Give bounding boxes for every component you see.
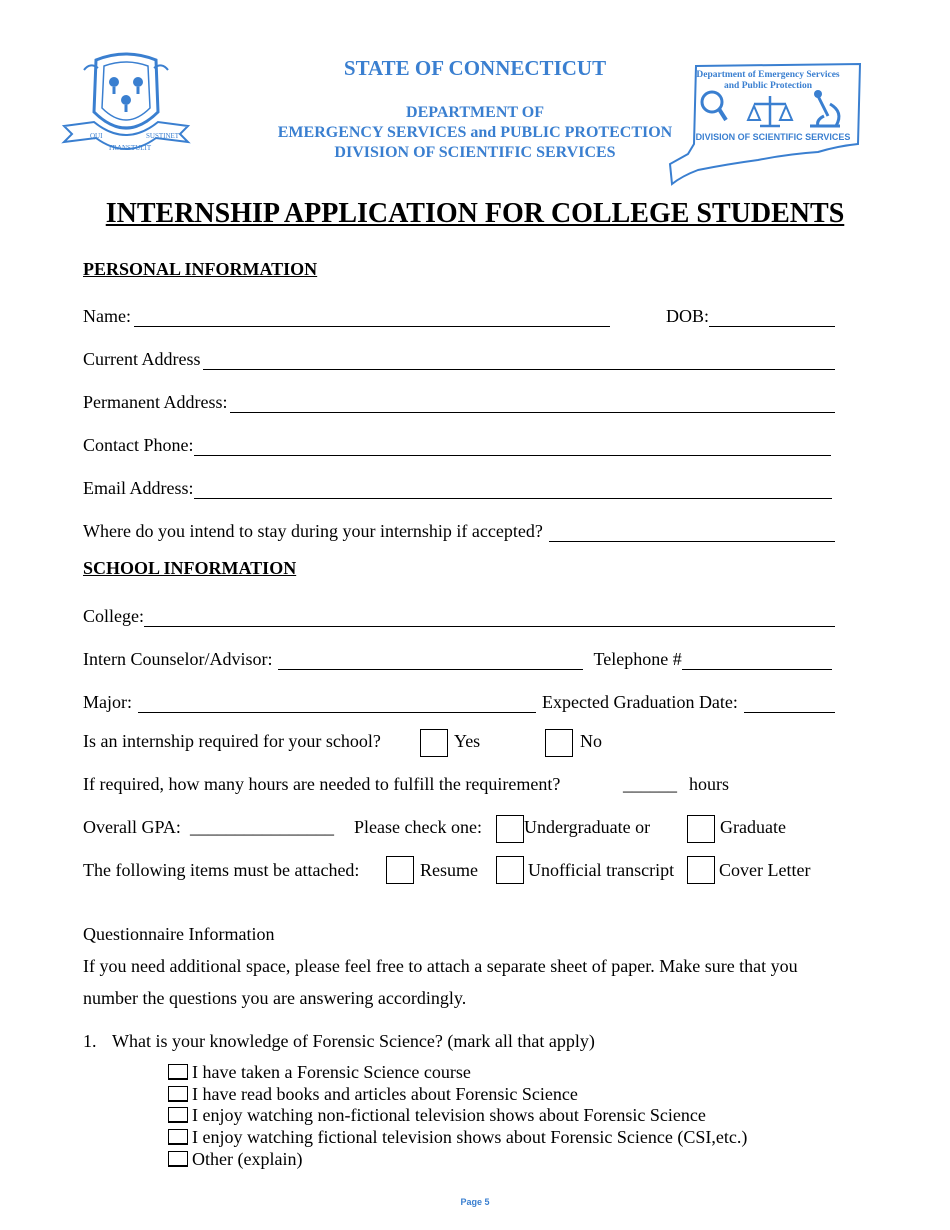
gpa-field[interactable]: ________________ (190, 817, 334, 837)
logo-division-text: DIVISION OF SCIENTIFIC SERVICES (695, 132, 851, 142)
option-books-checkbox[interactable] (168, 1086, 188, 1102)
option-other[interactable] (168, 1148, 302, 1170)
college-row (83, 601, 835, 627)
hours-field[interactable]: ______ (623, 774, 677, 794)
permanent-address-label: Permanent Address: (83, 392, 228, 412)
current-address-row (83, 344, 835, 370)
resume-checkbox[interactable] (386, 856, 414, 884)
required-no-label: No (580, 731, 602, 751)
option-nonfiction-tv-label: I enjoy watching non-fictional television shows about Forensic Science (192, 1104, 706, 1125)
resume-label: Resume (420, 860, 478, 880)
transcript-label: Unofficial transcript (528, 860, 675, 880)
major-row (83, 687, 835, 713)
internship-required-label: Is an internship required for your school? (83, 731, 381, 751)
transcript-checkbox[interactable] (496, 856, 524, 884)
required-yes-label: Yes (454, 731, 481, 751)
personal-info-heading: PERSONAL INFORMATION (83, 259, 318, 279)
check-one-label: Please check one: (354, 817, 482, 837)
grad-date-field[interactable] (744, 694, 835, 713)
email-label: Email Address: (83, 478, 194, 498)
graduate-label: Graduate (720, 817, 786, 837)
stay-label: Where do you intend to stay during your internship if accepted? (83, 521, 543, 541)
email-field[interactable] (194, 480, 833, 499)
logo-dept-line-1: Department of Emergency Services (696, 70, 840, 80)
permanent-address-field[interactable] (230, 394, 835, 413)
permanent-address-row (83, 387, 835, 413)
contact-phone-field[interactable] (194, 437, 832, 456)
option-nonfiction-tv-checkbox[interactable] (168, 1107, 188, 1123)
scales-icon (748, 96, 792, 126)
magnifier-icon (702, 92, 726, 120)
questionnaire-note-line-1: If you need additional space, please feel free to attach a separate sheet of paper. Make sure that you (83, 956, 798, 976)
state-seal-logo (60, 52, 192, 160)
seal-motto-mid: TRANSTULIT (108, 144, 152, 152)
question-1-text: What is your knowledge of Forensic Science? (mark all that apply) (112, 1031, 595, 1051)
department-line-2: EMERGENCY SERVICES and PUBLIC PROTECTION (277, 124, 673, 141)
telephone-field[interactable] (682, 651, 832, 670)
option-nonfiction-tv[interactable] (168, 1104, 706, 1126)
option-books[interactable] (168, 1083, 578, 1105)
cover-letter-label: Cover Letter (719, 860, 811, 880)
questionnaire-heading: Questionnaire Information (83, 924, 275, 944)
state-name: STATE OF CONNECTICUT (343, 56, 607, 80)
option-fiction-tv-checkbox[interactable] (168, 1129, 188, 1145)
page-number: Page 5 (460, 1197, 490, 1207)
major-field[interactable] (138, 694, 536, 713)
required-no-checkbox[interactable] (545, 729, 573, 757)
option-course[interactable] (168, 1061, 471, 1083)
grad-date-label: Expected Graduation Date: (542, 692, 738, 712)
cover-letter-checkbox[interactable] (687, 856, 715, 884)
telephone-label: Telephone # (593, 649, 682, 669)
college-label: College: (83, 606, 144, 626)
department-line-3: DIVISION OF SCIENTIFIC SERVICES (334, 144, 616, 161)
email-row (83, 473, 835, 499)
attachments-label: The following items must be attached: (83, 860, 360, 880)
option-other-label: Other (explain) (192, 1148, 303, 1169)
name-label: Name: (83, 306, 131, 326)
counselor-field[interactable] (278, 651, 583, 670)
department-line-1: DEPARTMENT OF (406, 104, 544, 121)
form-title: INTERNSHIP APPLICATION FOR COLLEGE STUDENTS (105, 198, 845, 229)
counselor-row (83, 644, 835, 670)
questionnaire-note-line-2: number the questions you are answering accordingly. (83, 988, 467, 1008)
current-address-label: Current Address (83, 349, 201, 369)
dob-field[interactable] (709, 308, 835, 327)
option-other-checkbox[interactable] (168, 1151, 188, 1167)
stay-row (83, 516, 835, 542)
option-books-label: I have read books and articles about Forensic Science (192, 1083, 578, 1104)
question-1-number: 1. (83, 1031, 97, 1051)
graduate-checkbox[interactable] (687, 815, 715, 843)
major-label: Major: (83, 692, 132, 712)
option-course-label: I have taken a Forensic Science course (192, 1061, 471, 1082)
logo-dept-line-2: and Public Protection (724, 81, 812, 91)
required-yes-checkbox[interactable] (420, 729, 448, 757)
name-field[interactable] (134, 308, 610, 327)
option-course-checkbox[interactable] (168, 1064, 188, 1080)
contact-phone-label: Contact Phone: (83, 435, 194, 455)
option-fiction-tv-label: I enjoy watching fictional television shows about Forensic Science (CSI,etc.) (192, 1126, 748, 1147)
department-heading (230, 103, 720, 163)
division-logo (668, 60, 864, 188)
undergraduate-label: Undergraduate or (524, 817, 651, 837)
current-address-field[interactable] (203, 351, 835, 370)
counselor-label: Intern Counselor/Advisor: (83, 649, 273, 669)
school-info-heading: SCHOOL INFORMATION (83, 558, 297, 578)
dob-label: DOB: (665, 306, 709, 326)
stay-field[interactable] (549, 523, 835, 542)
contact-phone-row (83, 430, 835, 456)
hours-unit-label: hours (689, 774, 729, 794)
undergraduate-checkbox[interactable] (496, 815, 524, 843)
hours-question: If required, how many hours are needed to fulfill the requirement? (83, 774, 561, 794)
college-field[interactable] (144, 608, 835, 627)
option-fiction-tv[interactable] (168, 1126, 747, 1148)
gpa-label: Overall GPA: (83, 817, 181, 837)
microscope-icon (810, 90, 840, 126)
seal-motto-left: QUI (90, 132, 103, 140)
name-row (83, 301, 835, 327)
seal-motto-right: SUSTINET (146, 132, 180, 140)
